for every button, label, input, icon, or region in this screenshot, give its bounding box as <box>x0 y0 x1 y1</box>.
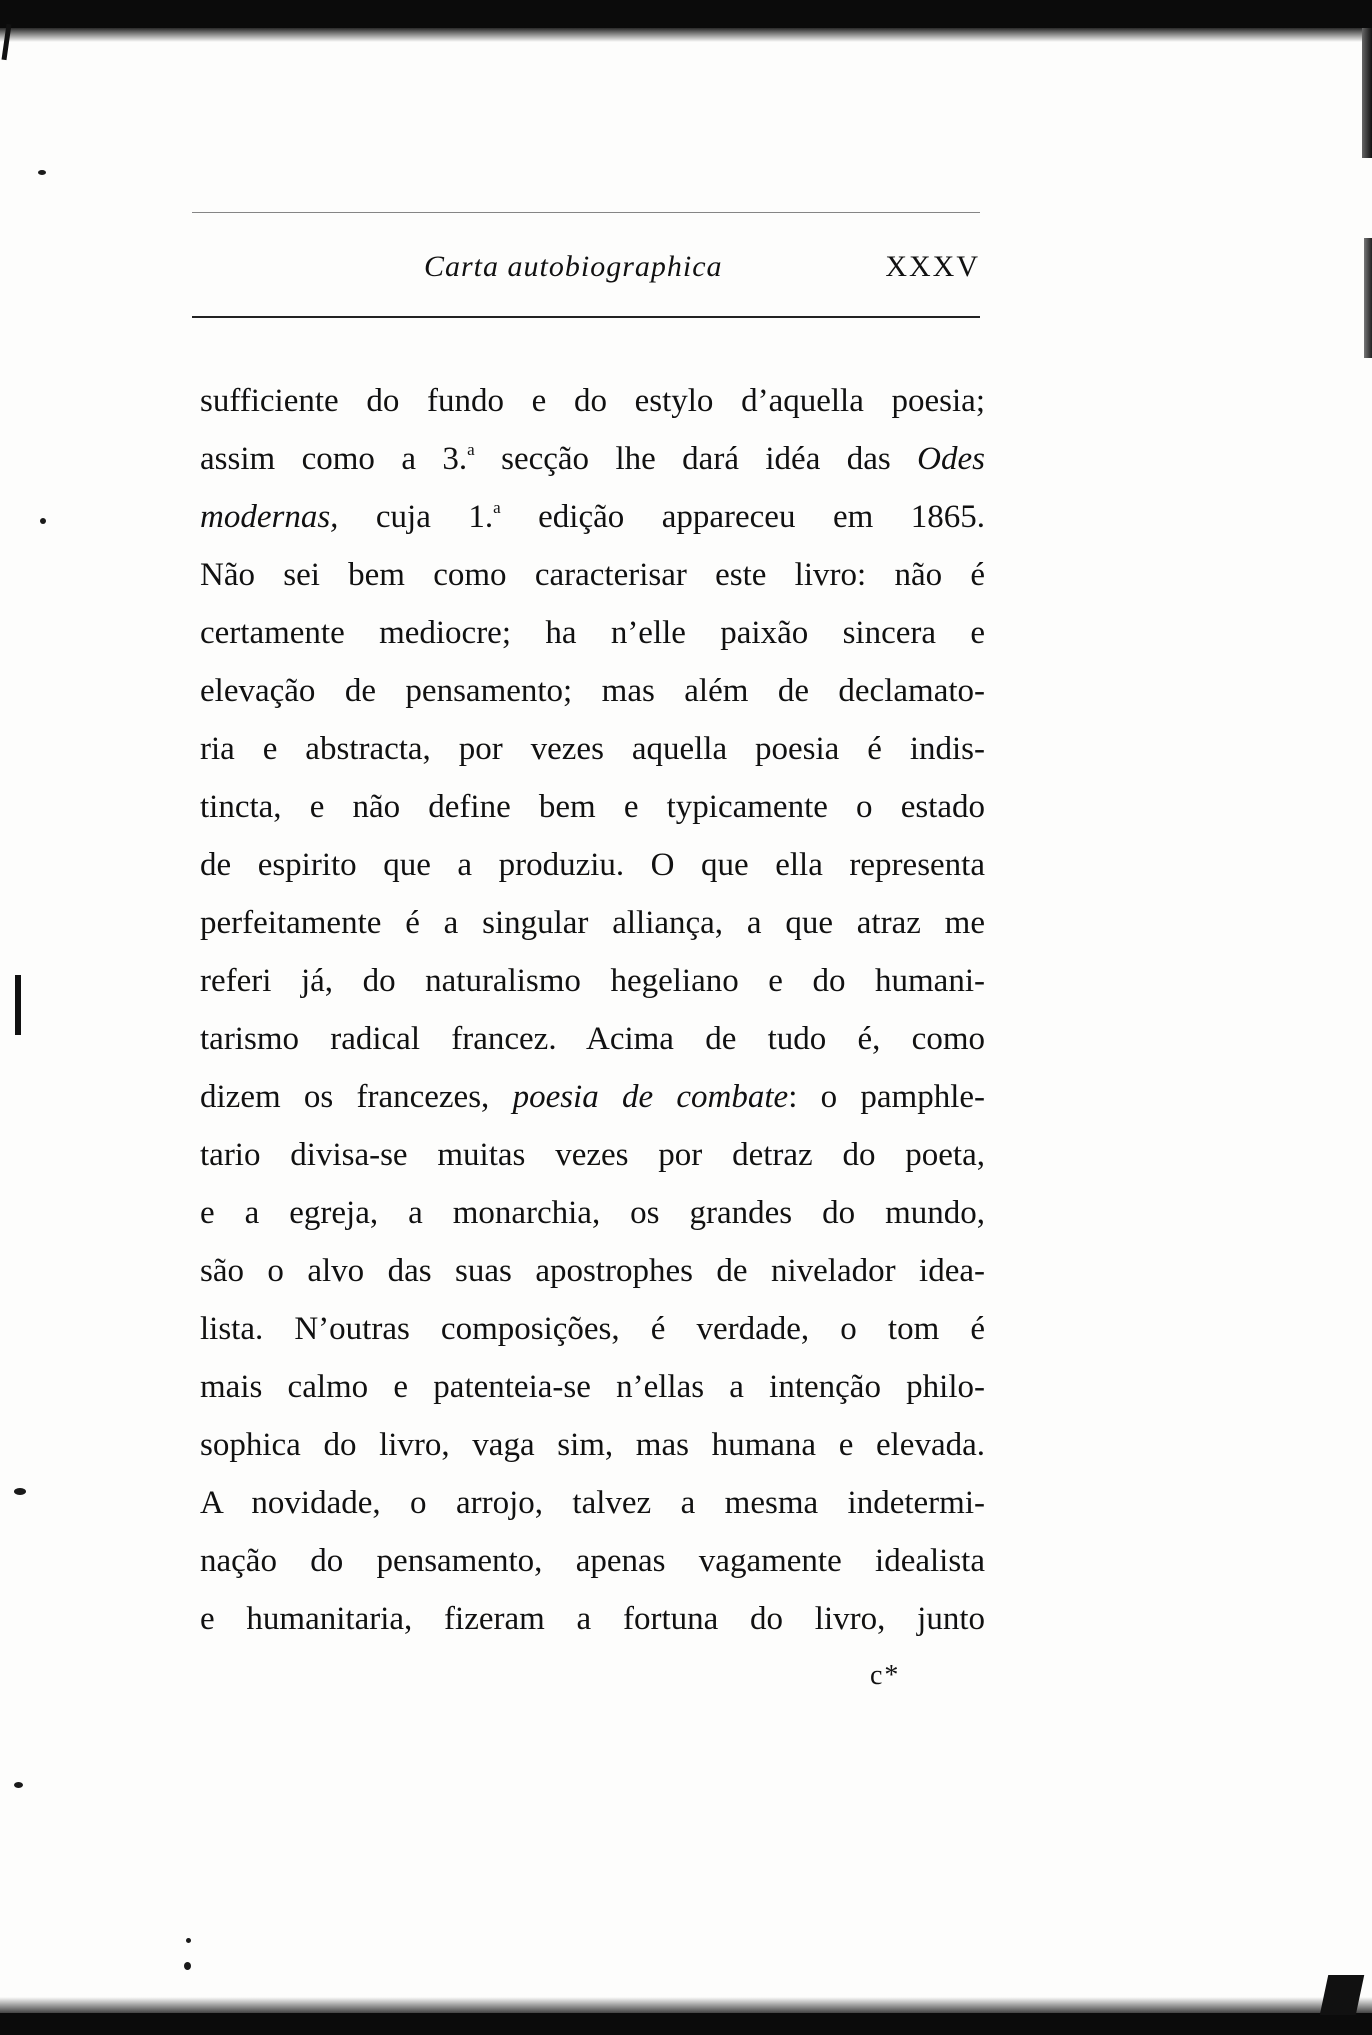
speck <box>40 518 46 524</box>
text-line: dizem os francezes, poesia de combate: o pamphle- <box>200 1079 985 1115</box>
text-line: assim como a 3.$^a$ secção lhe dará idéa das Odes <box>200 440 985 477</box>
text-line: perfeitamente é a singular alliança, a que atraz me <box>200 905 985 941</box>
text-line: Não sei bem como caracterisar este livro: não é <box>200 557 985 593</box>
printer-signature: c* <box>870 1660 901 1691</box>
scan-edge-right-mark <box>1364 238 1372 358</box>
text-line: tario divisa-se muitas vezes por detraz do poeta, <box>200 1137 985 1173</box>
text-line: são o alvo das suas apostrophes de nivelador idea- <box>200 1253 985 1289</box>
text-line: nação do pensamento, apenas vagamente idealista <box>200 1543 985 1579</box>
text-line: e humanitaria, fizeram a fortuna do livro, junto <box>200 1601 985 1637</box>
speck <box>14 1488 26 1495</box>
header-rule-bottom <box>192 316 980 318</box>
text-line: A novidade, o arrojo, talvez a mesma indetermi- <box>200 1485 985 1521</box>
speck <box>38 170 46 175</box>
text-line: ria e abstracta, por vezes aquella poesia é indis- <box>200 731 985 767</box>
scan-edge-top <box>0 0 1372 28</box>
page-number: XXXV <box>885 250 980 283</box>
text-line: de espirito que a produziu. O que ella representa <box>200 847 985 883</box>
running-title: Carta autobiographica <box>424 250 723 283</box>
text-line: modernas, cuja 1.$^a$ edição appareceu em 1865. <box>200 498 985 535</box>
scan-edge-shadow <box>0 28 1372 42</box>
text-line: sufficiente do fundo e do estylo d’aquella poesia; <box>200 383 985 419</box>
speck <box>184 1962 191 1970</box>
text-line: certamente mediocre; ha n’elle paixão sincera e <box>200 615 985 651</box>
text-line: tincta, e não define bem e typicamente o estado <box>200 789 985 825</box>
text-line: referi já, do naturalismo hegeliano e do humani- <box>200 963 985 999</box>
margin-mark <box>15 975 21 1035</box>
text-line: tarismo radical francez. Acima de tudo é, como <box>200 1021 985 1057</box>
speck <box>186 1938 191 1943</box>
text-line: mais calmo e patenteia-se n’ellas a intenção philo- <box>200 1369 985 1405</box>
scan-edge-shadow <box>0 1997 1372 2013</box>
text-line: lista. N’outras composições, é verdade, o tom é <box>200 1311 985 1347</box>
text-line: e a egreja, a monarchia, os grandes do mundo, <box>200 1195 985 1231</box>
running-head <box>192 250 980 292</box>
text-line: elevação de pensamento; mas além de declamato- <box>200 673 985 709</box>
scan-edge-right <box>1362 28 1372 158</box>
text-line: sophica do livro, vaga sim, mas humana e elevada. <box>200 1427 985 1463</box>
body-text <box>200 372 985 1648</box>
scan-edge-bottom <box>0 2013 1372 2035</box>
speck <box>14 1782 23 1788</box>
header-rule-top <box>192 212 980 213</box>
